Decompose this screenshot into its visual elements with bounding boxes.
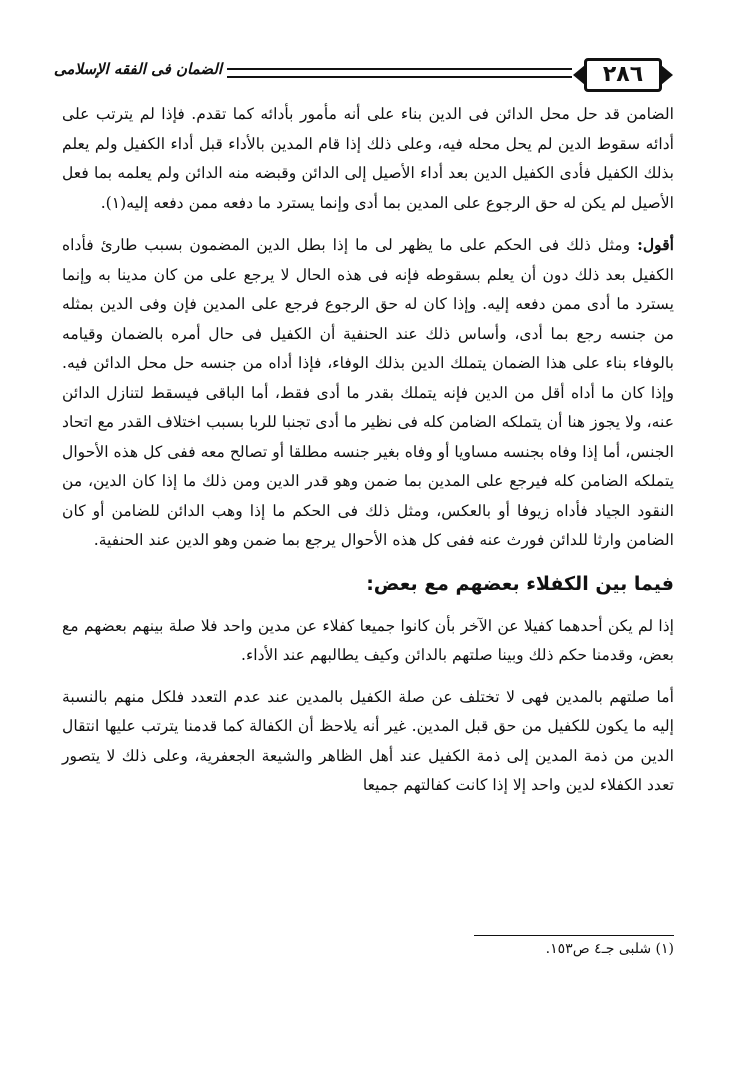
footnote: (١) شلبى جـ٤ ص١٥٣.	[545, 941, 674, 957]
page-header	[53, 56, 662, 96]
paragraph-3	[62, 612, 674, 671]
paragraph-1-text: الضامن قد حل محل الدائن فى الدين بناء على أنه مأمور بأدائه كما تقدم. فإذا لم يترتب على أدائه سقوط الدين لم يحل محله فيه، وعلى ذلك إذا قام المدين بالأداء قبل أداء الكفيل ولم يعلم بذلك الكفيل فأدى الكفيل الدين بعد أداء الأصيل إلى الدائن وقبضه منه الدائن ولم يعلمه بما فعل الأصيل لم يكن له حق الرجوع على المدين بما أدى وإنما يسترد ما دفعه ممن دفعه إليه(١).	[62, 105, 674, 212]
paragraph-2	[62, 230, 674, 556]
paragraph-3-text: إذا لم يكن أحدهما كفيلا عن الآخر بأن كانوا جميعا كفلاء عن مدين واحد فلا صلة بينهم بعضهم مع بعض، وقدمنا حكم ذلك وبينا صلتهم بالدائن وكيف يطالبهم عند الأداء.	[62, 616, 674, 664]
page-number: ٢٨٦	[584, 58, 662, 92]
footnote-rule	[474, 935, 674, 936]
running-title: الضمان فى الفقه الإسلامى	[53, 60, 222, 78]
paragraph-2-lead: أقول:	[637, 235, 674, 254]
body-text	[62, 100, 674, 813]
paragraph-1	[62, 100, 674, 218]
paragraph-2-text: ومثل ذلك فى الحكم على ما يظهر لى ما إذا بطل الدين المضمون بسبب طارئ فأداه الكفيل بعد ذلك دون أن يعلم بسقوطه فإنه فى هذه الحال لا يرجع على من كان مدينا به وإنما يسترد ما أدى ممن دفعه إليه. وإذا كان له حق الرجوع فرجع على المدين فإن وفى الدين بمثله من جنسه رجع بما أدى، وأساس ذلك عند الحنفية أن الكفيل فى حال أمره بالضمان وقيامه بالوفاء بناء على هذا الضمان يتملك الدين بذلك الوفاء، فإذا أداه من جنسه حل محل الدائن فيه. وإذا كان ما أداه أقل من الدين فإنه يتملك بقدر ما أدى فقط، أما الباقى فيسقط لتنازل الدائن عنه، ولا يجوز هنا أن يتملكه الضامن كله فى نظير ما أدى تجنبا للربا بسبب اختلاف القدر مع اتحاد الجنس، أما إذا وفاه بجنسه مساويا أو وفاه بغير جنسه مطلقا أو تصالح معه ففى كل هذه الأحوال يتملكه الضامن كله فيرجع على المدين بما ضمن وهو قدر الدين ومن ذلك ما إذا كان الدين، من النقود الجياد فأداه زيوفا أو بالعكس، ومثل ذلك فى الحكم ما إذا وهب الدائن للضامن أو كان الضامن وارثا للدائن فورث عنه ففى كل هذه الأحوال يرجع بما ضمن وهو الدين عند الحنفية.	[62, 236, 674, 549]
paragraph-4-text: أما صلتهم بالمدين فهى لا تختلف عن صلة الكفيل بالمدين عند عدم التعدد فلكل منهم بالنسبة إليه ما يكون للكفيل من حق قبل المدين. غير أنه يلاحظ أن الكفالة كما قدمنا يترتب عليها انتقال الدين من ذمة المدين إلى ذمة الكفيل عند أهل الظاهر والشيعة الجعفرية، وعلى ذلك لا يتصور تعدد الكفلاء لدين واحد إلا إذا كانت كفالتهم جميعا	[62, 687, 674, 794]
header-rule	[227, 68, 572, 78]
section-heading: فيما بين الكفلاء بعضهم مع بعض:	[366, 572, 674, 595]
paragraph-4	[62, 683, 674, 801]
